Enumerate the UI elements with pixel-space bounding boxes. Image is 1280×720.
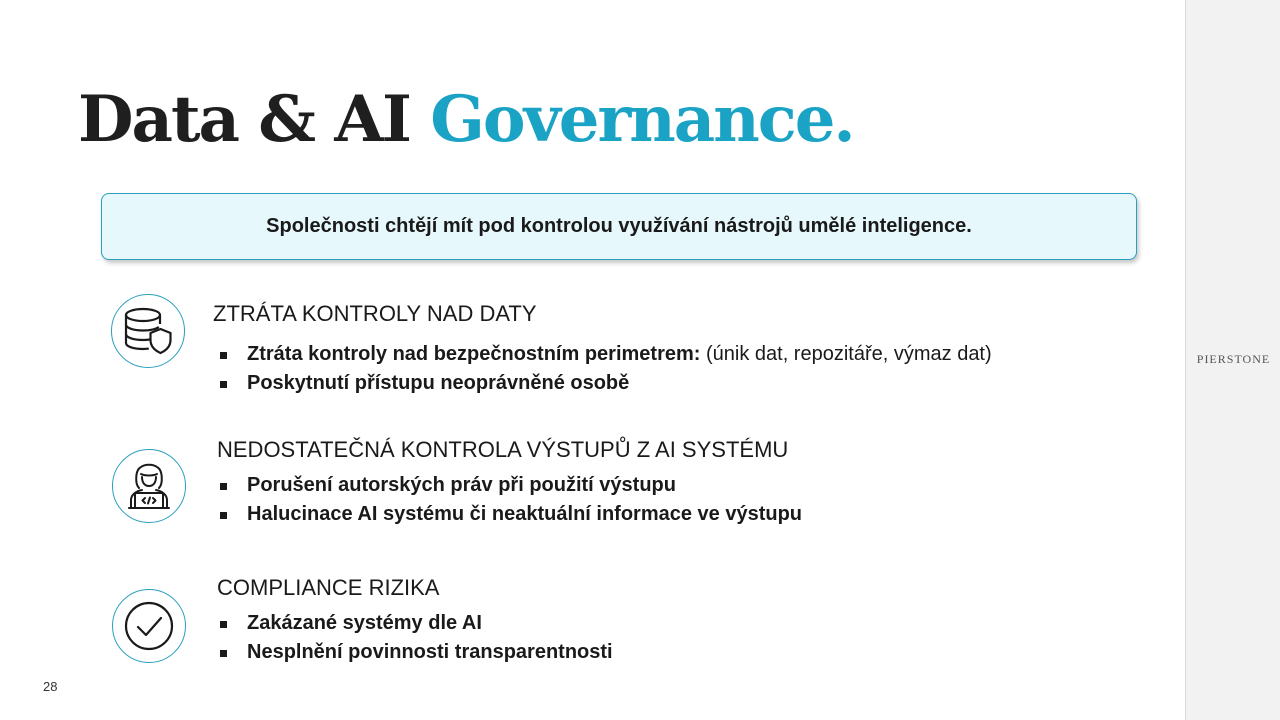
callout-box: [101, 193, 1137, 260]
title-part-governance: Governance.: [430, 82, 854, 157]
page-number: 28: [43, 679, 58, 694]
developer-laptop-icon: [112, 449, 186, 523]
slide-title: [78, 82, 854, 157]
callout-text: Společnosti chtějí mít pod kontrolou využívání nástrojů umělé inteligence.: [266, 215, 972, 237]
title-part-data-ai: Data & AI: [78, 82, 410, 157]
bullet-list-ai-output: [217, 471, 802, 529]
list-item: [217, 340, 992, 369]
bullet-text-bold: Halucinace AI systému či neaktuální informace ve výstupu: [247, 503, 803, 525]
bullet-text-normal: (únik dat, repozitáře, výmaz dat): [700, 343, 992, 365]
bullet-text-bold: Ztráta kontroly nad bezpečnostním perimetrem:: [247, 343, 701, 365]
bullet-text-bold: Porušení autorských práv při použití výstupu: [247, 474, 676, 496]
bullet-text-bold: Nesplnění povinnosti transparentnosti: [247, 641, 613, 663]
list-item: [217, 369, 992, 398]
list-item: [217, 609, 613, 638]
section-heading-ai-output: NEDOSTATEČNÁ KONTROLA VÝSTUPŮ Z AI SYSTÉMU: [217, 437, 789, 462]
bullet-list-data-control: [217, 340, 992, 398]
list-item: [217, 471, 802, 500]
database-shield-icon: [111, 294, 185, 368]
list-item: [217, 500, 802, 529]
brand-logo-text: PIERSTONE: [1196, 352, 1271, 366]
list-item: [217, 638, 613, 667]
section-heading-data-control: ZTRÁTA KONTROLY NAD DATY: [213, 301, 537, 326]
brand-sidebar: [1185, 0, 1280, 720]
section-heading-compliance: COMPLIANCE RIZIKA: [217, 575, 440, 600]
bullet-text-bold: Zakázané systémy dle AI: [247, 612, 482, 634]
bullet-text-bold: Poskytnutí přístupu neoprávněné osobě: [247, 372, 630, 394]
bullet-list-compliance: [217, 609, 613, 667]
checkmark-circle-icon: [112, 589, 186, 663]
